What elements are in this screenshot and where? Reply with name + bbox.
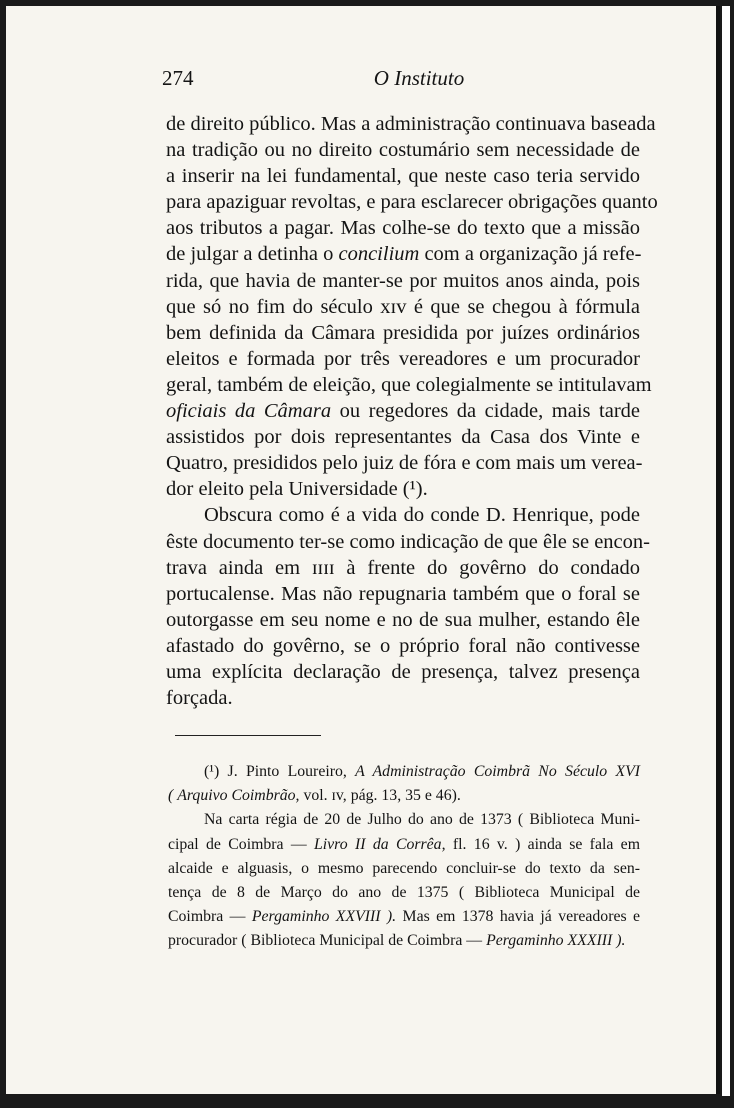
text-line: êste documento ter-se como indicação de que êle se encon- bbox=[166, 530, 650, 553]
page-header bbox=[162, 66, 640, 96]
footnote-divider bbox=[175, 735, 321, 736]
text-fragment: cipal de Coimbra — bbox=[168, 835, 307, 853]
text-line: rida, que havia de manter-se por muitos anos ainda, pois bbox=[166, 269, 640, 292]
text-line bbox=[166, 398, 640, 424]
text-line: portucalense. Mas não repugnaria também que o foral se bbox=[166, 582, 640, 605]
italic-term: oficiais da Câmara bbox=[166, 400, 332, 423]
text-line bbox=[166, 241, 640, 267]
footnotes bbox=[168, 760, 640, 954]
italic-term: ( bbox=[168, 787, 174, 805]
text-line: bem definida da Câmara presidida por juízes ordinários bbox=[166, 321, 640, 344]
running-title: O Instituto bbox=[373, 66, 465, 90]
text-fragment: Coimbra — bbox=[168, 908, 246, 926]
text-line: afastado do govêrno, se o próprio foral não contivesse bbox=[166, 634, 640, 657]
text-line: uma explícita declaração de presença, talvez presença bbox=[166, 660, 640, 683]
italic-term: Livro II da Corrêa, bbox=[314, 835, 446, 853]
text-fragment: vol. ɪv, pág. 13, 35 e 46). bbox=[303, 787, 461, 805]
italic-term: Arquivo Coimbrão, bbox=[177, 787, 300, 805]
footnote-line bbox=[168, 905, 640, 929]
footnote-line bbox=[168, 833, 640, 857]
footnote-line: alcaide e alguasis, o mesmo parecendo concluir-se do texto da sen- bbox=[168, 859, 640, 877]
italic-term: concilium bbox=[338, 243, 420, 266]
italic-term: A Administração Coimbrã No Século XVI bbox=[355, 763, 641, 780]
text-fragment: com a organização já refe- bbox=[424, 243, 642, 266]
page-number: 274 bbox=[162, 66, 194, 90]
italic-term: Pergaminho XXVIII ). bbox=[251, 908, 397, 926]
footnote-line: tença de 8 de Março do ano de 1375 ( Biblioteca Municipal de bbox=[168, 884, 640, 902]
text-fragment: fl. 16 v. ) ainda se fala em bbox=[452, 835, 640, 853]
text-line: assistidos por dois representantes da Casa dos Vinte e bbox=[166, 426, 640, 449]
text-line: geral, também de eleição, que colegialmente se intitulavam bbox=[166, 373, 652, 396]
footnote-line bbox=[168, 929, 640, 953]
text-line: forçada. bbox=[166, 687, 233, 710]
text-line: aos tributos a pagar. Mas colhe-se do texto que a missão bbox=[166, 217, 640, 240]
text-line: para apaziguar revoltas, e para esclarecer obrigações quanto bbox=[166, 191, 658, 214]
text-line: a inserir na lei fundamental, que neste caso teria servido bbox=[166, 165, 640, 188]
text-line: trava ainda em ɪɪɪɪ à frente do govêrno do condado bbox=[166, 556, 640, 579]
italic-term: Pergaminho XXXIII ). bbox=[486, 932, 626, 950]
text-fragment: ou regedores da cidade, mais tarde bbox=[339, 400, 640, 423]
footnote-line: Na carta régia de 20 de Julho do ano de 1373 ( Biblioteca Muni- bbox=[204, 811, 640, 829]
text-line: outorgasse em seu nome e no de sua mulher, estando êle bbox=[166, 608, 640, 631]
text-line: Obscura como é a vida do conde D. Henrique, pode bbox=[204, 504, 640, 527]
text-line: na tradição ou no direito costumário sem necessidade de bbox=[166, 139, 640, 162]
text-line: de direito público. Mas a administração continuava baseada bbox=[166, 113, 656, 135]
body-text bbox=[166, 111, 658, 711]
scan-edge bbox=[722, 6, 730, 1096]
text-fragment: procurador ( Biblioteca Municipal de Coimbra — bbox=[168, 932, 483, 950]
text-fragment: Mas em 1378 havia já vereadores e bbox=[402, 908, 641, 926]
text-line: que só no fim do século xɪv é que se chegou à fórmula bbox=[166, 295, 640, 318]
text-line: Quatro, presididos pelo juiz de fóra e com mais um verea- bbox=[166, 452, 643, 475]
text-fragment: (¹) J. Pinto Loureiro, bbox=[204, 763, 347, 780]
footnote-line bbox=[168, 760, 640, 784]
text-fragment: de julgar a detinha o bbox=[166, 243, 334, 266]
text-line: eleitos e formada por três vereadores e um procurador bbox=[166, 347, 640, 370]
text-line: dor eleito pela Universidade (¹). bbox=[166, 478, 428, 501]
footnote-line bbox=[168, 784, 640, 808]
